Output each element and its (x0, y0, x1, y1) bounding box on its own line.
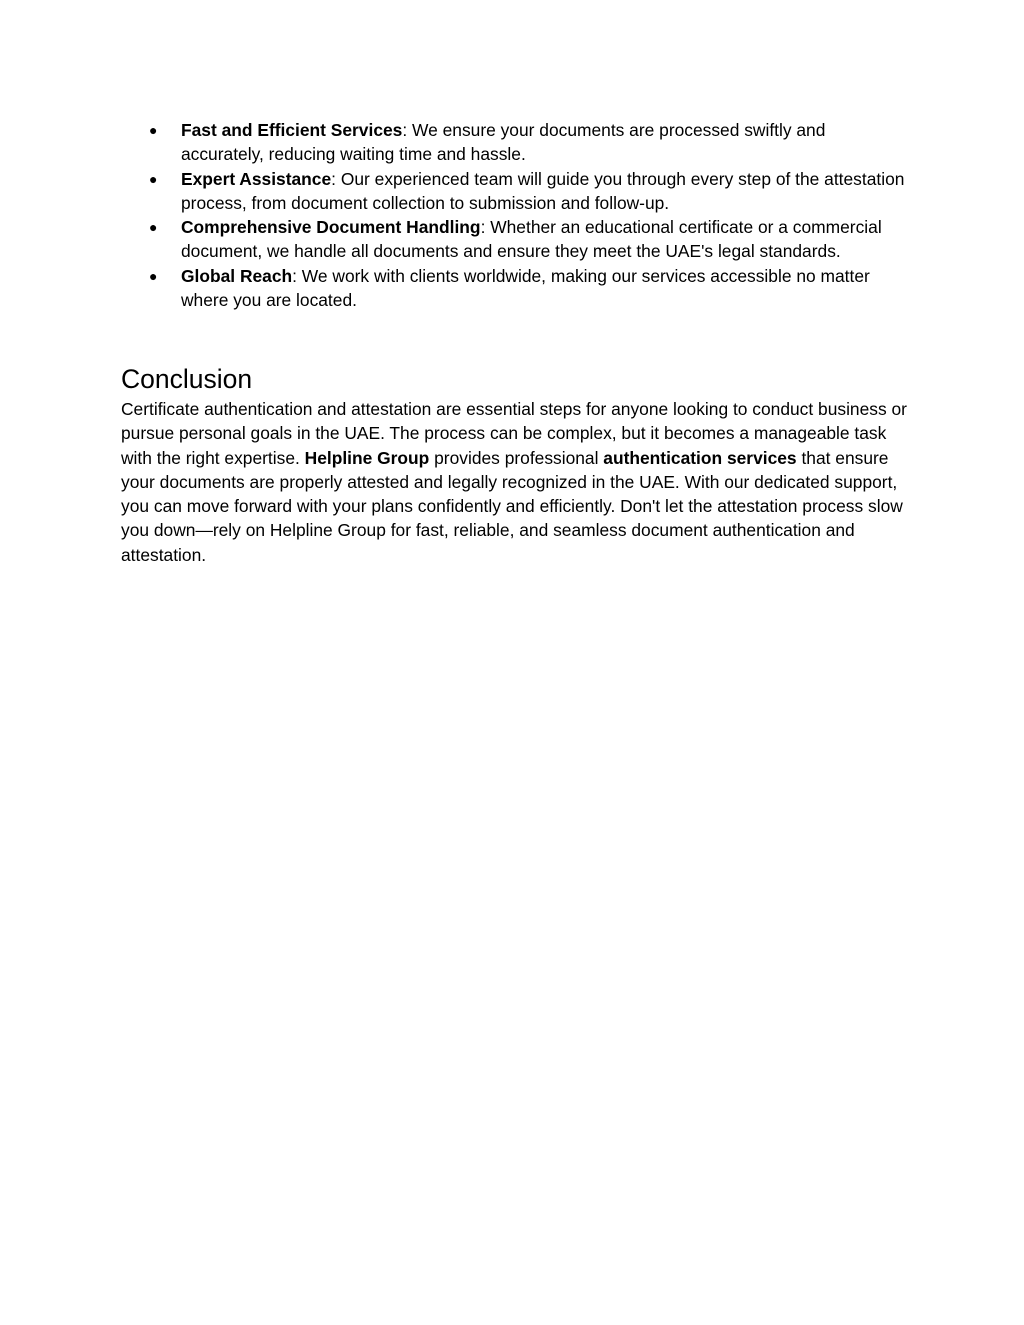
list-item-title: Comprehensive Document Handling (181, 217, 481, 238)
bullet-icon: ● (149, 219, 158, 236)
list-item-text: : We work with clients worldwide, making our services accessible no matter where you are located. (181, 265, 870, 311)
conclusion-text-1: Certificate authentication and attestation are essential steps for anyone looking to conduct business or pursue personal goals in the UAE. The process can be complex, but it becomes a manageable task with the right expertise. (121, 399, 907, 468)
list-item-title: Fast and Efficient Services (181, 120, 403, 140)
conclusion-heading: Conclusion (121, 364, 253, 394)
company-name: Helpline Group (304, 447, 430, 468)
list-item (121, 118, 911, 167)
list-item (121, 215, 911, 264)
list-item (121, 167, 911, 216)
bullet-icon: ● (149, 122, 158, 138)
conclusion-paragraph (121, 397, 911, 567)
list-item (121, 264, 911, 313)
list-item-title: Global Reach (181, 265, 293, 286)
service-name: authentication services (603, 447, 797, 468)
list-item-text: : Whether an educational certificate or a commercial document, we handle all documents and ensure they meet the UAE's legal standards. (181, 217, 882, 262)
conclusion-text-3: that ensure your documents are properly attested and legally recognized in the UAE. With our dedicated support, you can move forward with your plans confidently and efficiently. Don't let the attestation process slow you down—rely on Helpline Group for fast, reliable, and seamless document authentication and attestation. (121, 447, 903, 565)
bullet-icon: ● (149, 170, 158, 187)
list-item-text: : We ensure your documents are processed swiftly and accurately, reducing waiting time and hassle. (181, 120, 826, 165)
list-item-title: Expert Assistance (181, 168, 332, 189)
list-item-text: : Our experienced team will guide you through every step of the attestation process, from document collection to submission and follow-up. (181, 168, 905, 213)
benefits-list (121, 118, 911, 312)
bullet-icon: ● (149, 267, 158, 284)
conclusion-text-2: provides professional (429, 447, 604, 468)
